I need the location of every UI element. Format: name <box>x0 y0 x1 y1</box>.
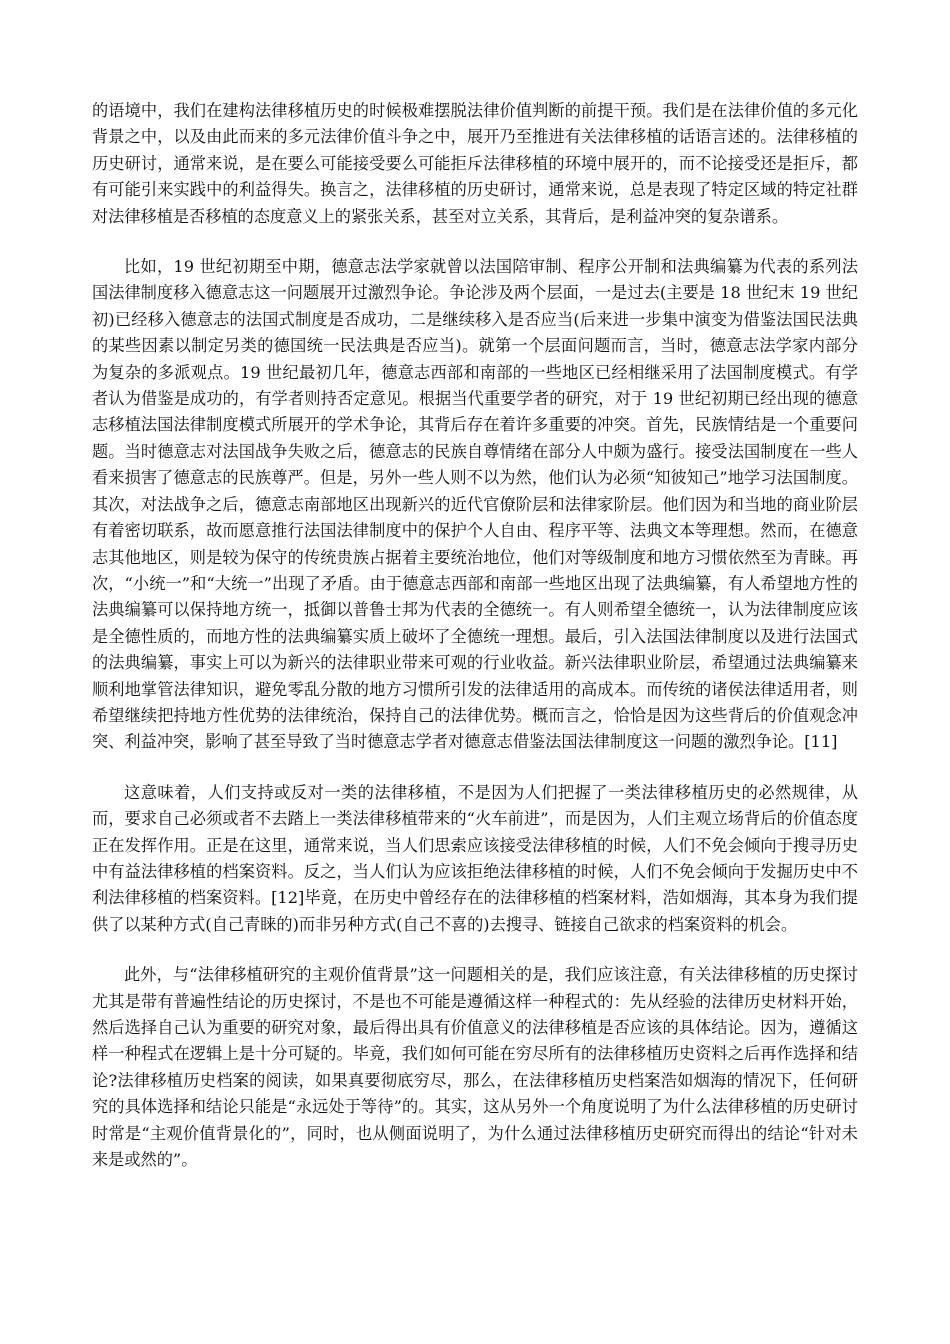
paragraph-german-debate: 比如，19 世纪初期至中期，德意志法学家就曾以法国陪审制、程序公开制和法典编纂为代表的系列法国法律制度移入德意志这一问题展开过激烈争论。争论涉及两个层面，一是过去(主要是 18 世纪末 19 世纪初)已经移入德意志的法国式制度是否成功，二是继续移入是否应当(后来进一步集中演变为借鉴法国民法典的某些因素以制定另类的德国统一民法典是否应当)。就第一个层面问题而言，当时，德意志法学家内部分为复杂的多派观点。19 世纪最初几年，德意志西部和南部的一些地区已经相继采用了法国制度模式。有学者认为借鉴是成功的，有学者则持否定意见。根据当代重要学者的研究，对于 19 世纪初期已经出现的德意志移植法国法律制度模式所展开的学术争论，其背后存在着许多重要的冲突。首先，民族情结是一个重要问题。当时德意志对法国战争失败之后，德意志的民族自尊情绪在部分人中颇为盛行。接受法国制度在一些人看来损害了德意志的民族尊严。但是，另外一些人则不以为然，他们认为必须“知彼知己”地学习法国制度。其次，对法战争之后，德意志南部地区出现新兴的近代官僚阶层和法律家阶层。他们因为和当地的商业阶层有着密切联系，故而愿意推行法国法律制度中的保护个人自由、程序平等、法典文本等理想。然而，在德意志其他地区，则是较为保守的传统贵族占据着主要统治地位，他们对等级制度和地方习惯依然至为青睐。再次，“小统一”和“大统一”出现了矛盾。由于德意志西部和南部一些地区出现了法典编纂，有人希望地方性的法典编纂可以保持地方统一，抵御以普鲁士邦为代表的全德统一。有人则希望全德统一，认为法律制度应该是全德性质的，而地方性的法典编纂实质上破坏了全德统一理想。最后，引入法国法律制度以及进行法国式的法典编纂，事实上可以为新兴的法律职业带来可观的行业收益。新兴法律职业阶层，希望通过法典编纂来顺利地掌管法律知识，避免零乱分散的地方习惯所引发的法律适用的高成本。而传统的诸侯法律适用者，则希望继续把持地方性优势的法律统治，保持自己的法律优势。概而言之，恰恰是因为这些背后的价值观念冲突、利益冲突，影响了甚至导致了当时德意志学者对德意志借鉴法国法律制度这一问题的激烈争论。[11] <box>92 257 858 752</box>
paragraph-method-critique: 此外，与“法律移植研究的主观价值背景”这一问题相关的是，我们应该注意，有关法律移植的历史探讨尤其是带有普遍性结论的历史探讨，不是也不可能是遵循这样一种程式的：先从经验的法律历史材料开始，然后选择自己认为重要的研究对象，最后得出具有价值意义的法律移植是否应该的具体结论。因为，遵循这样一种程式在逻辑上是十分可疑的。毕竟，我们如何可能在穷尽所有的法律移植历史资料之后再作选择和结论?法律移植历史档案的阅读，如果真要彻底穷尽，那么，在法律移植历史档案浩如烟海的情况下，任何研究的具体选择和结论只能是“永远处于等待”的。其实，这从另外一个角度说明了为什么法律移植的历史研讨时常是“主观价值背景化的”，同时，也从侧面说明了，为什么通过法律移植历史研究而得出的结论“针对未来是或然的”。 <box>92 965 858 1170</box>
paragraph-continuation: 的语境中，我们在建构法律移植历史的时候极难摆脱法律价值判断的前提干预。我们是在法律价值的多元化背景之中，以及由此而来的多元法律价值斗争之中，展开乃至推进有关法律移植的话语言述的。法律移植的历史研讨，通常来说，是在要么可能接受要么可能拒斥法律移植的环境中展开的，而不论接受还是拒斥，都有可能引来实践中的利益得失。换言之，法律移植的历史研讨，通常来说，总是表现了特定区域的特定社群对法律移植是否移植的态度意义上的紧张关系，甚至对立关系，其背后，是利益冲突的复杂谱系。 <box>92 101 858 226</box>
paragraph-value-attitude: 这意味着，人们支持或反对一类的法律移植，不是因为人们把握了一类法律移植历史的必然规律，从而，要求自己必须或者不去踏上一类法律移植带来的“火车前进”，而是因为，人们主观立场背后的价值态度正在发挥作用。正是在这里，通常来说，当人们思索应该接受法律移植的时候，人们不免会倾向于搜寻历史中有益法律移植的档案资料。反之，当人们认为应该拒绝法律移植的时候，人们不免会倾向于发掘历史中不利法律移植的档案资料。[12]毕竟，在历史中曾经存在的法律移植的档案材料，浩如烟海，其本身为我们提供了以某种方式(自己青睐的)而非另种方式(自己不喜的)去搜寻、链接自己欲求的档案资料的机会。 <box>92 782 858 934</box>
document-body <box>92 98 858 1197</box>
